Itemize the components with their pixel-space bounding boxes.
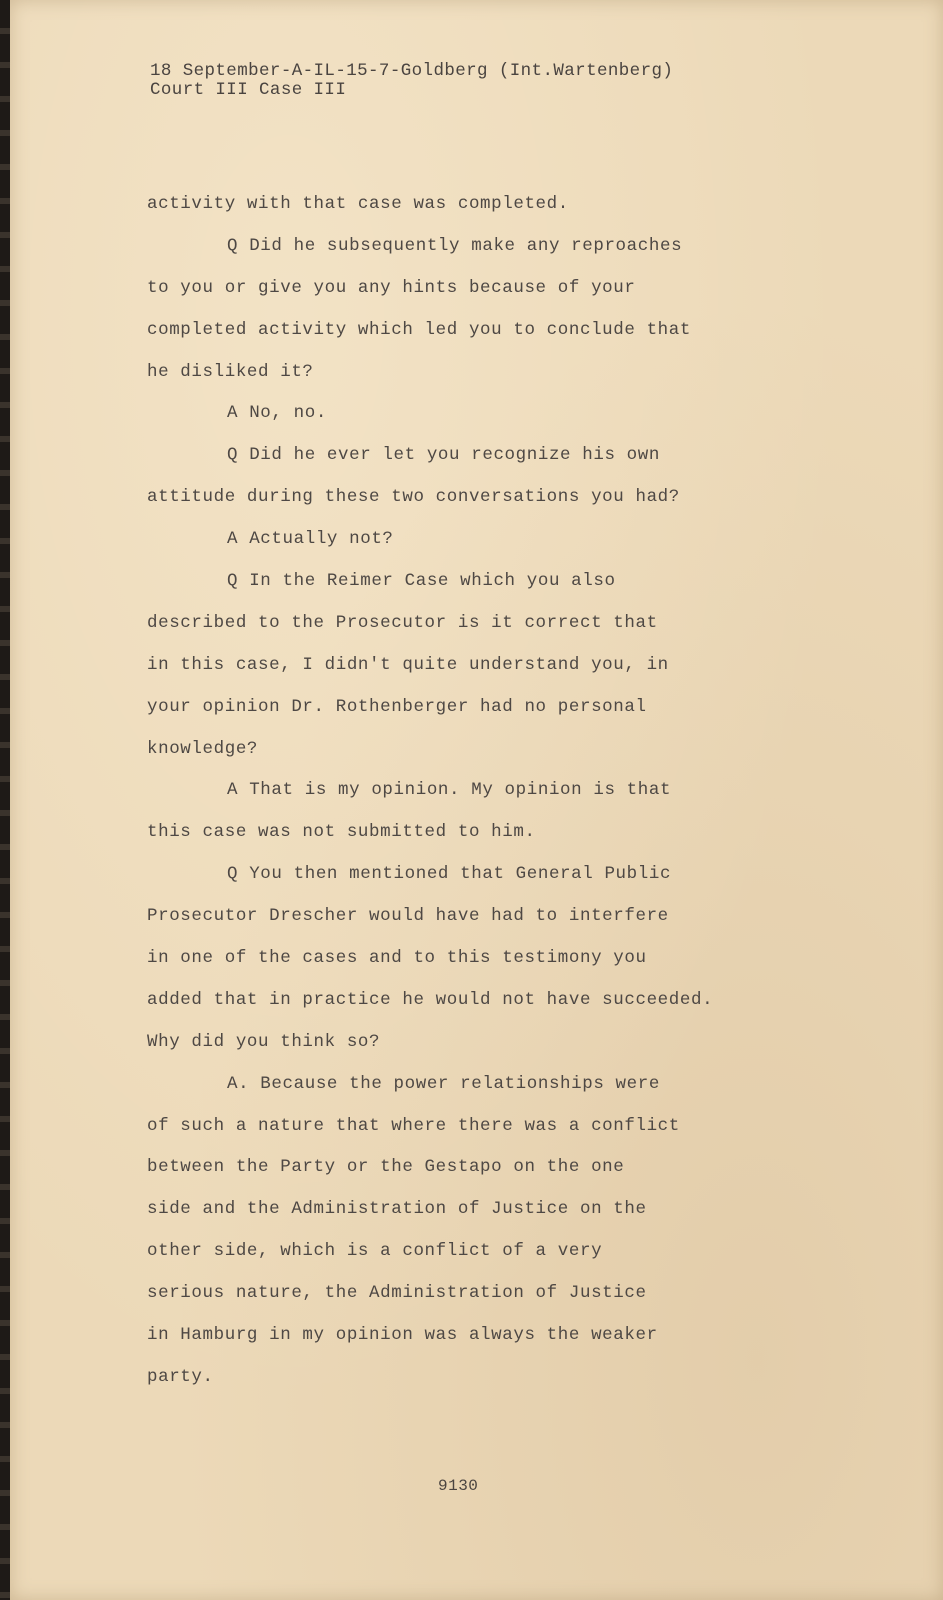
transcript-line: attitude during these two conversations you had? (147, 487, 680, 508)
transcript-line: knowledge? (147, 738, 259, 759)
page-header (150, 62, 673, 100)
transcript-line: activity with that case was completed. (147, 194, 569, 214)
transcript-line: completed activity which led you to conclude that (147, 319, 691, 340)
transcript-line: this case was not submitted to him. (147, 822, 536, 843)
transcript-line: other side, which is a conflict of a very (147, 1241, 603, 1262)
transcript-line: to you or give you any hints because of your (147, 277, 636, 298)
transcript-line: Prosecutor Drescher would have had to interfere (147, 906, 669, 927)
transcript-line: in Hamburg in my opinion was always the weaker (147, 1325, 658, 1346)
transcript-line: serious nature, the Administration of Justice (147, 1283, 647, 1304)
transcript-line: in one of the cases and to this testimony you (147, 948, 647, 969)
scan-left-edge (0, 0, 10, 1600)
transcript-body (147, 192, 917, 1407)
transcript-line: A. Because the power relationships were (227, 1073, 660, 1094)
transcript-line: A No, no. (227, 403, 327, 424)
transcript-line: party. (147, 1366, 214, 1387)
transcript-line: Why did you think so? (147, 1031, 381, 1052)
transcript-line: side and the Administration of Justice on the (147, 1199, 647, 1220)
transcript-line: Q In the Reimer Case which you also (227, 571, 616, 592)
header-line-2: Court III Case III (150, 80, 347, 100)
transcript-line: between the Party or the Gestapo on the one (147, 1157, 625, 1178)
page-number: 9130 (438, 1477, 479, 1495)
transcript-line: of such a nature that where there was a conflict (147, 1115, 680, 1136)
transcript-line: your opinion Dr. Rothenberger had no personal (147, 696, 647, 717)
transcript-line: A That is my opinion. My opinion is that (227, 780, 672, 801)
transcript-line: he disliked it? (147, 361, 314, 382)
transcript-line: in this case, I didn't quite understand you, in (147, 654, 669, 675)
transcript-line: Q You then mentioned that General Public (227, 864, 672, 885)
transcript-line: A Actually not? (227, 529, 394, 550)
transcript-line: Q Did he ever let you recognize his own (227, 445, 660, 466)
header-line-1: 18 September-A-IL-15-7-Goldberg (Int.Wartenberg) (150, 61, 674, 81)
transcript-line: Q Did he subsequently make any reproaches (227, 235, 683, 256)
typewritten-page (10, 0, 943, 1600)
transcript-line: described to the Prosecutor is it correct that (147, 612, 658, 633)
transcript-line: added that in practice he would not have succeeded. (147, 989, 714, 1010)
